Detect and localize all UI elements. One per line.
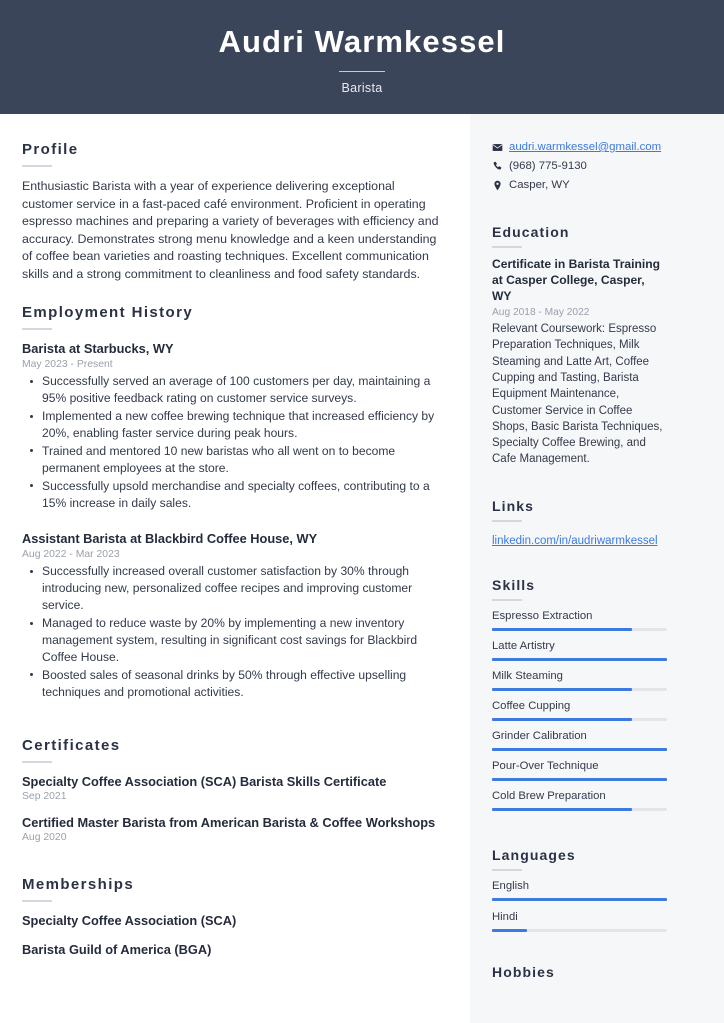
section-divider [492,869,522,871]
spacer [22,711,439,737]
list-item: Boosted sales of seasonal drinks by 50% through effective upselling techniques and promotional activities. [22,667,439,701]
job-bullets [22,563,439,700]
contact-email-row [492,140,666,154]
section-skills [492,577,666,811]
skill-label: Pour-Over Technique [492,759,599,772]
skill-progress-bar [492,778,667,781]
location-value: Casper, WY [509,179,570,191]
job-title: Assistant Barista at Blackbird Coffee House, WY [22,530,318,546]
list-item: Successfully served an average of 100 customers per day, maintaining a 95% positive feedback rating on customer service surveys. [22,373,439,407]
contact-block [492,140,666,192]
skill-item [492,700,666,721]
skill-label: Latte Artistry [492,639,555,652]
section-title-skills: Skills [492,576,536,593]
language-item [492,880,666,901]
section-memberships [22,876,439,957]
job-title: Barista at Starbucks, WY [22,340,174,356]
section-employment-history [22,304,439,701]
skill-item [492,730,666,751]
employment-entry [22,341,439,512]
spacer [492,942,666,964]
skill-progress-bar [492,688,667,691]
skill-progress-fill [492,628,632,631]
skill-item [492,640,666,661]
membership-item: Barista Guild of America (BGA) [22,941,212,957]
section-title-hobbies: Hobbies [492,963,555,980]
section-title-links: Links [492,497,535,514]
section-languages [492,847,666,932]
job-bullets [22,373,439,511]
section-title-profile: Profile [22,141,79,158]
list-item: Successfully upsold merchandise and specialty coffees, contributing to a 15% increase in daily sales. [22,478,439,512]
email-link[interactable]: audri.warmkessel@gmail.com [509,141,662,153]
language-progress-bar [492,929,667,932]
skill-item [492,610,666,631]
section-divider [492,599,522,601]
linkedin-link[interactable]: linkedin.com/in/audriwarmkessel [492,534,658,547]
section-divider [492,520,522,522]
contact-phone-row [492,159,666,173]
language-progress-fill [492,898,667,901]
section-links [492,498,666,549]
section-divider [492,246,522,248]
section-profile [22,141,439,284]
section-divider [22,900,52,902]
certificate-entry [22,774,439,802]
envelope-icon [492,142,509,153]
certificate-title: Certified Master Barista from American Barista & Coffee Workshops [22,814,436,830]
skill-item [492,670,666,691]
resume-body [0,114,724,1023]
spacer [492,549,666,577]
skill-label: Coffee Cupping [492,699,571,712]
section-title-languages: Languages [492,846,576,863]
main-column [0,114,470,1023]
section-certificates [22,737,439,843]
header-divider [339,71,385,72]
skill-label: Grinder Calibration [492,729,587,742]
section-title-education: Education [492,224,570,240]
employment-entry [22,531,439,701]
section-divider [22,328,52,330]
section-title-certificates: Certificates [22,736,121,754]
skill-progress-bar [492,628,667,631]
certificate-date: Aug 2020 [22,831,67,843]
list-item: Trained and mentored 10 new baristas who all went on to become permanent employees at the store. [22,443,439,477]
education-description: Relevant Coursework: Espresso Preparation Techniques, Milk Steaming and Latte Art, Coffee Cupping and Tasting, Barista Equipment Maintenance, Customer Service in Coffee Shops, Basic Barista Techniques, Specialty Coffee Brewing, and Cafe Management. [492,322,663,466]
resume-header [0,0,724,114]
education-date: Aug 2018 - May 2022 [492,306,590,318]
certificate-date: Sep 2021 [22,790,67,802]
language-item [492,911,666,932]
spacer [22,522,439,531]
certificate-entry [22,815,439,843]
skill-progress-fill [492,808,632,811]
education-entry [492,257,666,468]
list-item: Implemented a new coffee brewing technique that increased efficiency by 20%, enabling faster service during peak hours. [22,408,439,442]
skill-progress-fill [492,658,667,661]
profile-text: Enthusiastic Barista with a year of experience delivering exceptional customer service in a fast-paced café environment. Proficient in operating espresso machines and preparing a variety of beverages with efficiency and accuracy. Demonstrates strong menu knowledge and a keen understanding of coffee bean varieties and roasting techniques. Excellent communication skills and a strong commitment to cleanliness and food safety standards. [22,179,439,282]
spacer [22,856,439,876]
skill-progress-bar [492,748,667,751]
certificate-title: Specialty Coffee Association (SCA) Barista Skills Certificate [22,773,387,789]
language-label: Hindi [492,910,518,923]
language-progress-bar [492,898,667,901]
membership-item: Specialty Coffee Association (SCA) [22,912,237,928]
skill-progress-fill [492,748,667,751]
skill-progress-fill [492,688,632,691]
phone-value: (968) 775-9130 [509,160,587,172]
job-date: May 2023 - Present [22,359,113,371]
spacer [492,820,666,847]
spacer [492,197,666,224]
education-title: Certificate in Barista Training at Casper College, Casper, WY [492,257,661,303]
skill-progress-bar [492,658,667,661]
skill-progress-fill [492,718,632,721]
list-item: Successfully increased overall customer satisfaction by 30% through introducing new, personalized coffee recipes and improving customer service. [22,563,439,614]
skill-label: Cold Brew Preparation [492,789,606,802]
skill-item [492,790,666,811]
page-title: Audri Warmkessel [218,24,506,60]
section-hobbies [492,964,666,980]
section-divider [22,761,52,763]
sidebar-column [470,114,724,1023]
skill-progress-bar [492,808,667,811]
section-divider [22,165,52,167]
section-title-memberships: Memberships [22,875,135,893]
skill-label: Milk Steaming [492,669,563,682]
map-pin-icon [492,180,509,191]
skill-item [492,760,666,781]
skill-progress-fill [492,778,667,781]
list-item: Managed to reduce waste by 20% by implementing a new inventory management system, resulting in significant cost savings for Blackbird Coffee House. [22,615,439,666]
skill-progress-bar [492,718,667,721]
language-progress-fill [492,929,527,932]
language-label: English [492,879,530,892]
section-education [492,224,666,468]
phone-icon [492,161,509,172]
job-date: Aug 2022 - Mar 2023 [22,549,120,561]
spacer [492,472,666,498]
header-job-title: Barista [341,80,383,95]
skill-label: Espresso Extraction [492,609,593,622]
contact-location-row [492,178,666,192]
section-title-employment: Employment History [22,303,194,321]
